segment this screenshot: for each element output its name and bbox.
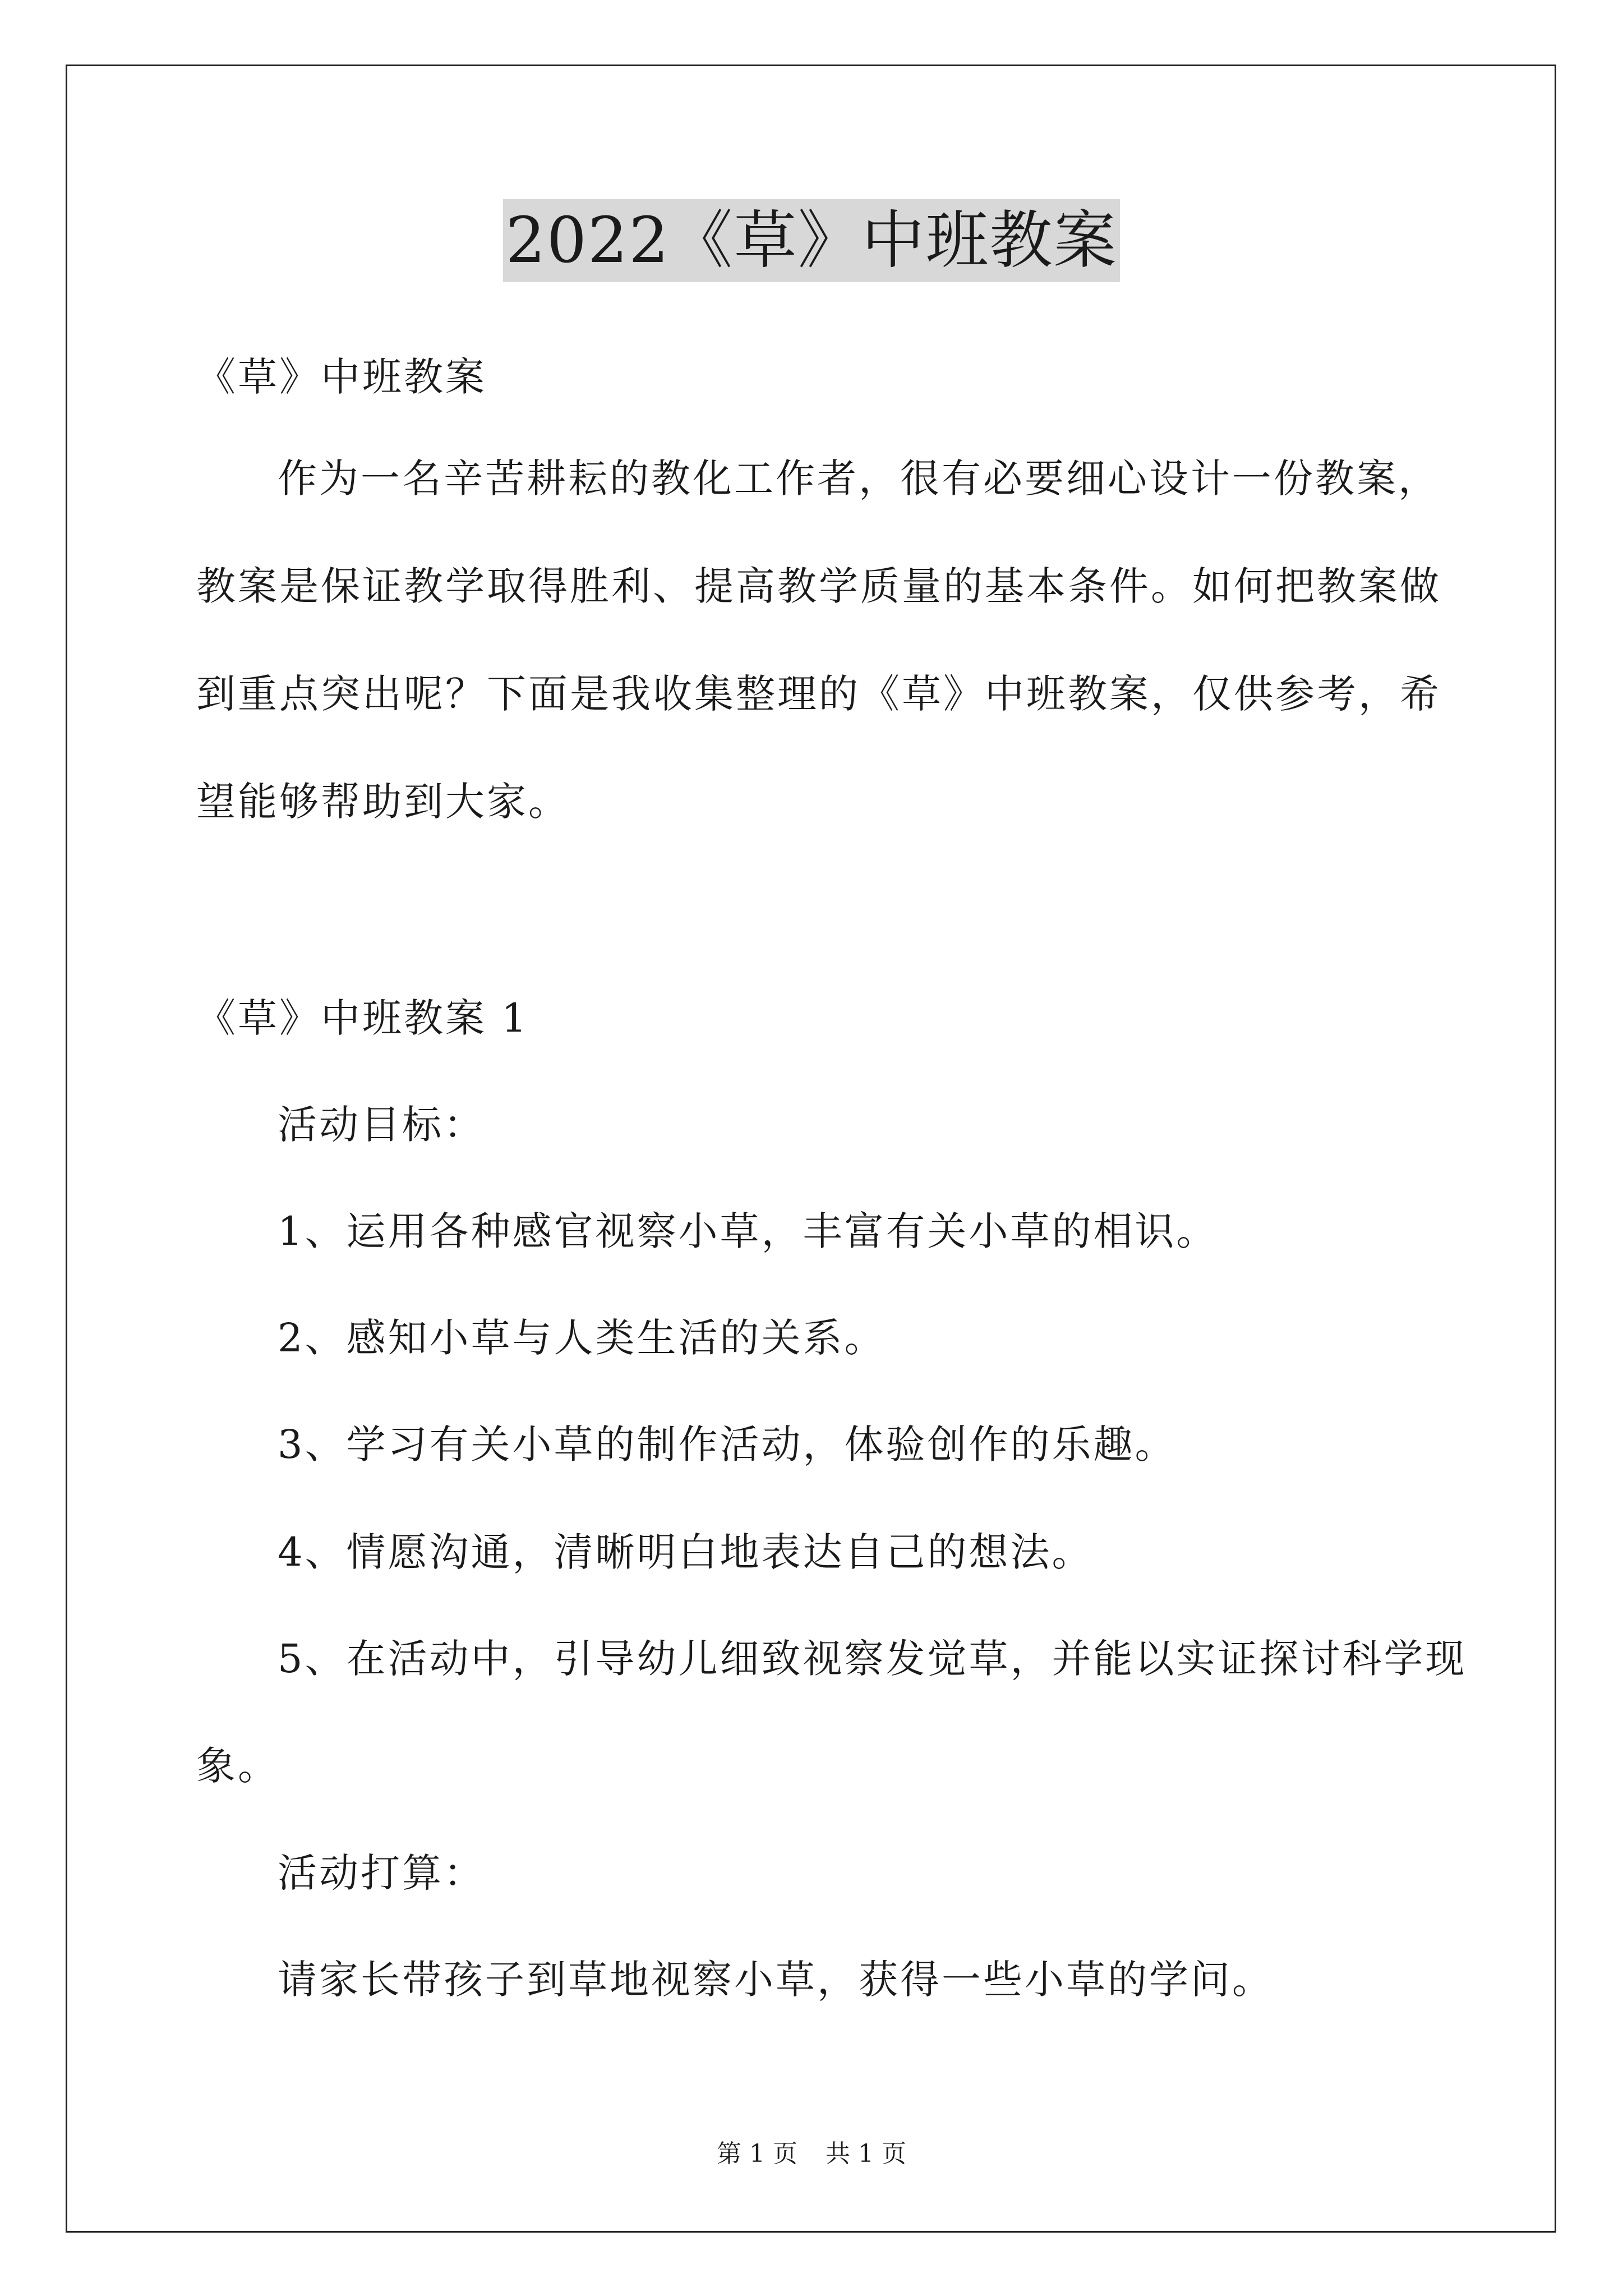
goal-item-1: 1、运用各种感官视察小草，丰富有关小草的相识。 [278, 1208, 1218, 1254]
prep-text: 请家长带孩子到草地视察小草，获得一些小草的学问。 [278, 1957, 1274, 2003]
page-number: 第 1 页 [717, 2139, 797, 2168]
intro-line-4: 望能够帮助到大家。 [196, 779, 570, 825]
goal-item-5: 5、在活动中，引导幼儿细致视察发觉草，并能以实证探讨科学现 [278, 1636, 1467, 1682]
goals-heading: 活动目标： [278, 1102, 485, 1148]
goal-item-5-continued: 象。 [196, 1743, 279, 1789]
section-heading: 《草》中班教案 1 [196, 995, 529, 1041]
intro-line-3: 到重点突出呢？下面是我收集整理的《草》中班教案，仅供参考，希 [196, 671, 1441, 717]
intro-line-2: 教案是保证教学取得胜利、提高教学质量的基本条件。如何把教案做 [196, 563, 1441, 609]
page-total: 共 1 页 [826, 2139, 906, 2168]
document-subtitle: 《草》中班教案 [196, 354, 487, 400]
goal-item-2: 2、感知小草与人类生活的关系。 [278, 1315, 886, 1361]
goal-item-3: 3、学习有关小草的制作活动，体验创作的乐趣。 [278, 1421, 1177, 1467]
title-container [0, 199, 1623, 282]
document-title: 2022《草》中班教案 [503, 199, 1119, 282]
goal-item-4: 4、情愿沟通，清晰明白地表达自己的想法。 [278, 1529, 1094, 1575]
intro-line-1: 作为一名辛苦耕耘的教化工作者，很有必要细心设计一份教案， [278, 455, 1440, 501]
prep-heading: 活动打算： [278, 1850, 485, 1896]
page-footer [0, 2137, 1623, 2171]
